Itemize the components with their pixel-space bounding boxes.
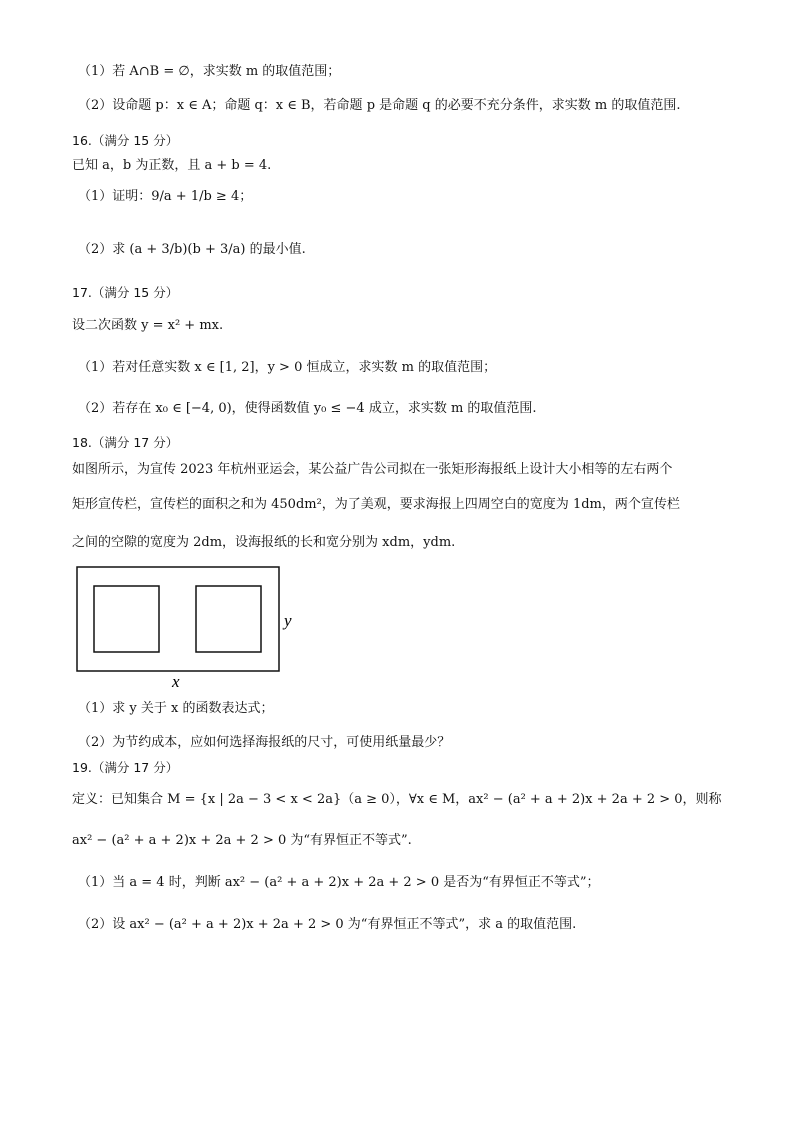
q16-part1: （1）证明：9/a + 1/b ≥ 4； bbox=[78, 189, 253, 204]
poster-figure bbox=[76, 566, 316, 690]
q19-definition-line2: ax² − (a² + a + 2)x + 2a + 2 > 0 为“有界恒正不等式”. bbox=[72, 833, 412, 848]
x-dimension-label: x bbox=[172, 672, 180, 690]
right-board-rect bbox=[196, 586, 261, 652]
q18-part1: （1）求 y 关于 x 的函数表达式； bbox=[78, 701, 274, 716]
y-dimension-label: y bbox=[284, 611, 292, 630]
q16-part2: （2）求 (a + 3/b)(b + 3/a) 的最小值. bbox=[78, 242, 306, 257]
q18-text-line3: 之间的空隙的宽度为 2dm，设海报纸的长和宽分别为 xdm，ydm. bbox=[72, 535, 456, 550]
q15-part2: （2）设命题 p：x ∈ A；命题 q：x ∈ B，若命题 p 是命题 q 的必要不充分条件，求实数 m 的取值范围. bbox=[78, 98, 681, 113]
q18-part2: （2）为节约成本，应如何选择海报纸的尺寸，可使用纸量最少？ bbox=[78, 735, 451, 750]
q19-part1: （1）当 a = 4 时，判断 ax² − (a² + a + 2)x + 2a + 2 > 0 是否为“有界恒正不等式”； bbox=[78, 875, 600, 890]
q17-intro: 设二次函数 y = x² + mx. bbox=[72, 318, 224, 333]
q19-heading: 19.（满分 17 分） bbox=[72, 760, 179, 775]
q17-heading: 17.（满分 15 分） bbox=[72, 285, 179, 300]
q16-intro: 已知 a，b 为正数，且 a + b = 4. bbox=[72, 158, 272, 173]
q18-text-line1: 如图所示，为宣传 2023 年杭州亚运会，某公益广告公司拟在一张矩形海报纸上设计大小相等的左右两个 bbox=[72, 462, 673, 477]
left-board-rect bbox=[94, 586, 159, 652]
q17-part1: （1）若对任意实数 x ∈ [1, 2]，y > 0 恒成立，求实数 m 的取值范围； bbox=[78, 360, 497, 375]
q19-part2: （2）设 ax² − (a² + a + 2)x + 2a + 2 > 0 为“有界恒正不等式”，求 a 的取值范围. bbox=[78, 917, 577, 932]
q19-definition-line1: 定义：已知集合 M = {x | 2a − 3 < x < 2a}（a ≥ 0），∀x ∈ M，ax² − (a² + a + 2)x + 2a + 2 > 0，则称 bbox=[72, 792, 722, 807]
q15-part1: （1）若 A∩B = ∅，求实数 m 的取值范围； bbox=[78, 64, 341, 79]
q18-text-line2: 矩形宣传栏，宣传栏的面积之和为 450dm²，为了美观，要求海报上四周空白的宽度为 1dm，两个宣传栏 bbox=[72, 497, 680, 512]
poster-outer-rect bbox=[77, 567, 279, 671]
q17-part2: （2）若存在 x₀ ∈ [−4, 0)，使得函数值 y₀ ≤ −4 成立，求实数 m 的取值范围. bbox=[78, 401, 537, 416]
q16-heading: 16.（满分 15 分） bbox=[72, 133, 179, 148]
q18-heading: 18.（满分 17 分） bbox=[72, 435, 179, 450]
